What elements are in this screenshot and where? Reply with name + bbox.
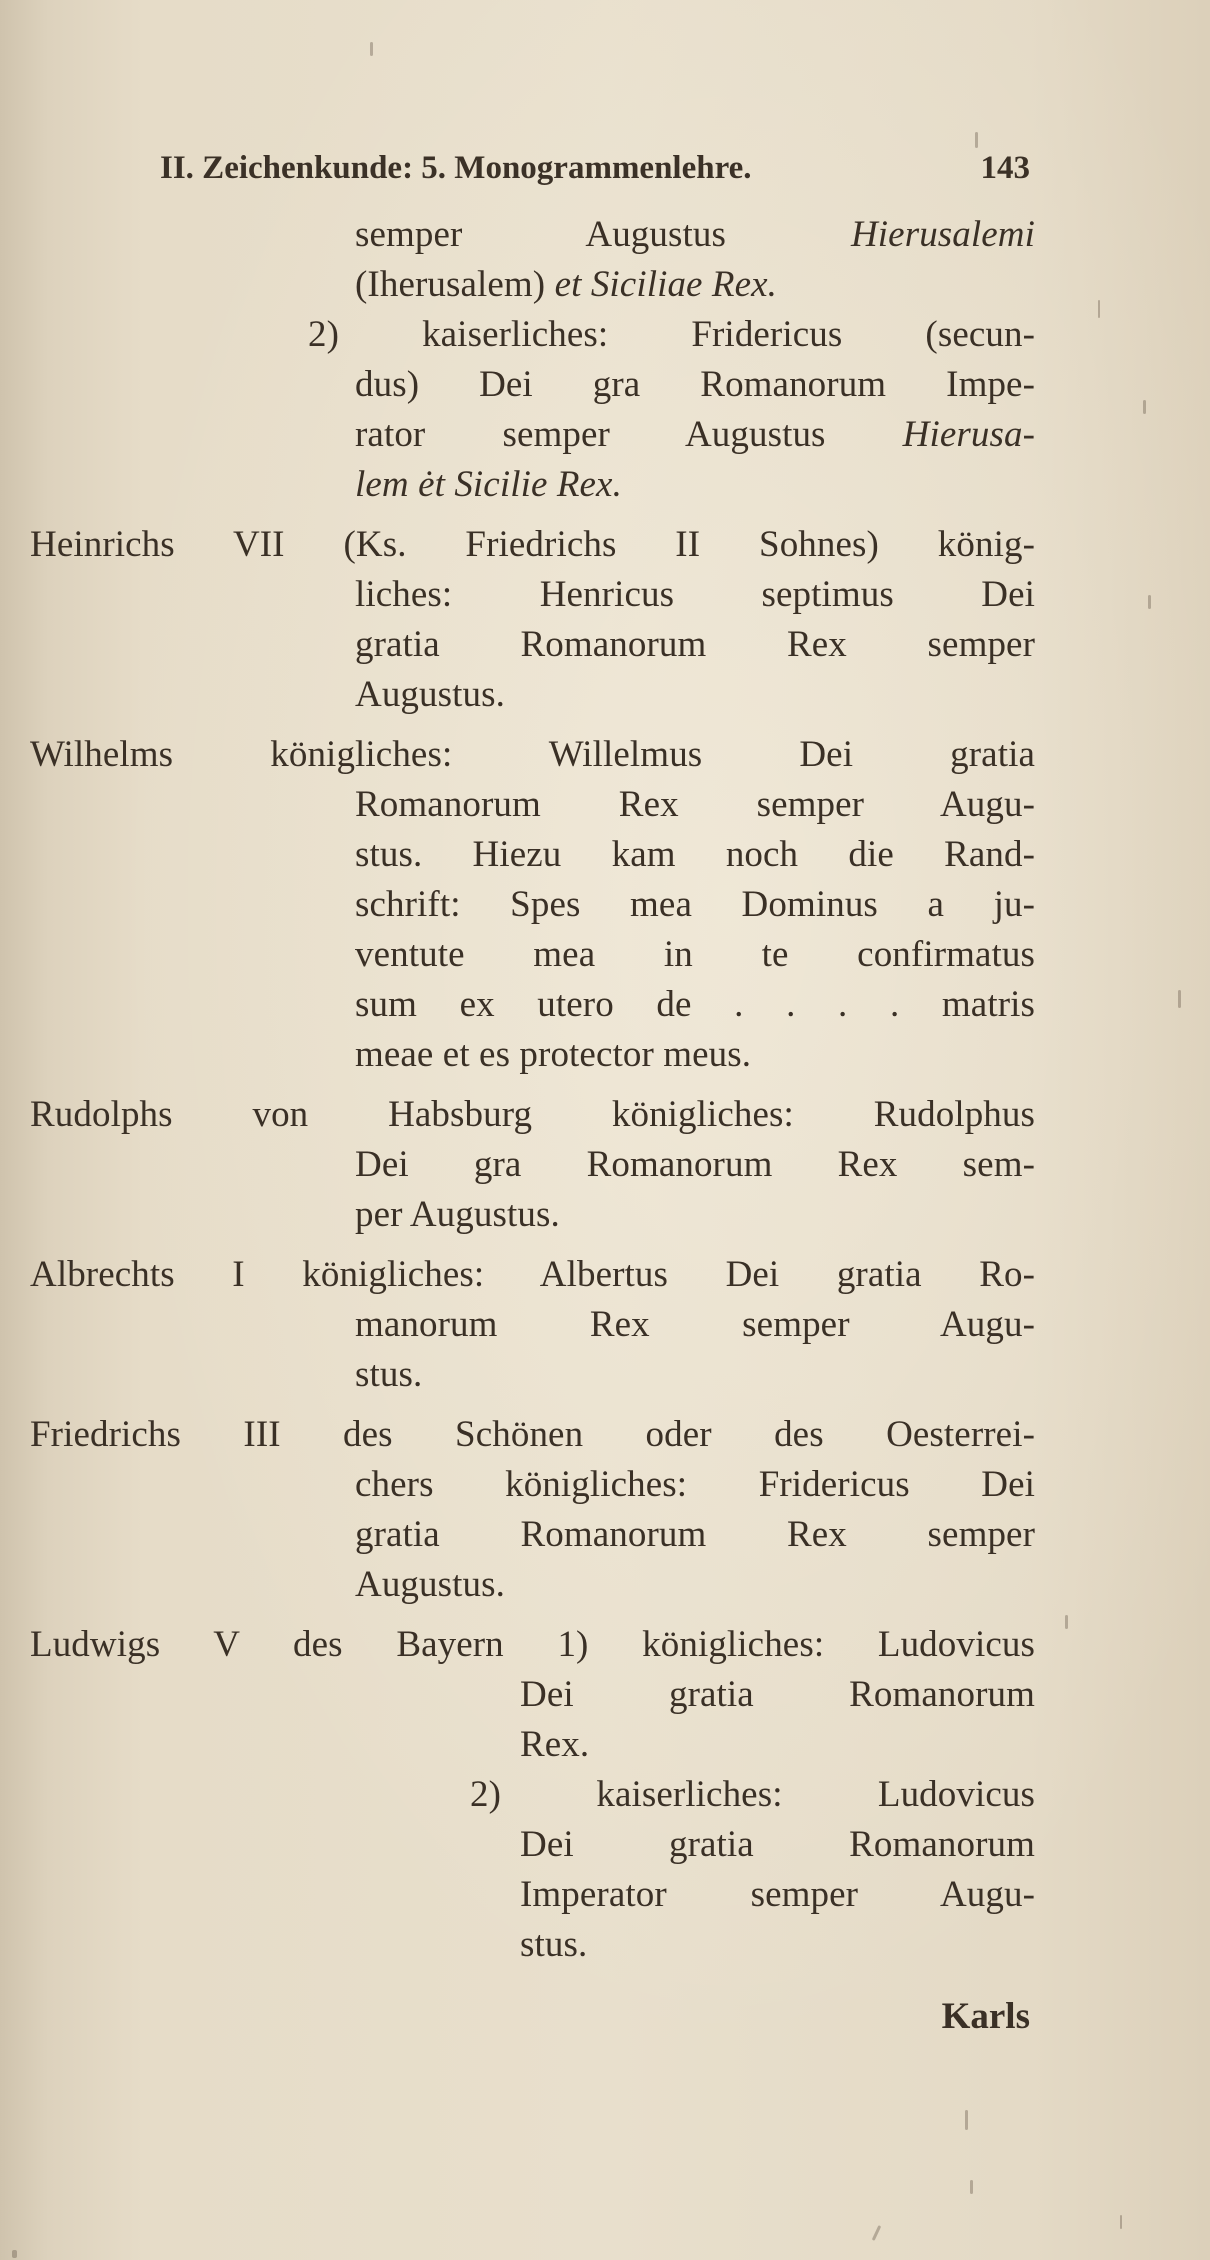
italic-text: et Siciliae Rex. [554, 264, 778, 305]
roman-text: Albrechts I königliches: Albertus Dei gratia Ro- [30, 1254, 1035, 1295]
roman-text: Friedrichs III des Schönen oder des Oesterrei- [30, 1414, 1035, 1455]
page-number: 143 [980, 150, 1030, 186]
roman-text: ventute mea in te confirmatus [355, 934, 1035, 975]
roman-text: semper Augustus [355, 214, 851, 255]
text-line [520, 1870, 1035, 1920]
italic-text: Hierusa- [902, 414, 1035, 455]
text-line [30, 1410, 1035, 1460]
roman-text: Dei gratia Romanorum [520, 1674, 1035, 1715]
roman-text: 2) kaiserliches: Fridericus (secun- [308, 314, 1035, 355]
catchword: Karls [941, 1996, 1030, 2037]
text-line [355, 1190, 1035, 1240]
roman-text: gratia Romanorum Rex semper [355, 1514, 1035, 1555]
roman-text: Rex. [520, 1724, 590, 1765]
text-line [355, 980, 1035, 1030]
text-line [355, 1140, 1035, 1190]
roman-text: Augustus. [355, 674, 505, 715]
text-line [308, 310, 1035, 360]
roman-text: Imperator semper Augu- [520, 1874, 1035, 1915]
text-line [355, 570, 1035, 620]
text-line [355, 1350, 1035, 1400]
roman-text: liches: Henricus septimus Dei [355, 574, 1035, 615]
running-header [160, 150, 1030, 200]
text-line [520, 1720, 1035, 1770]
roman-text: Dei gratia Romanorum [520, 1824, 1035, 1865]
text-line [520, 1820, 1035, 1870]
roman-text: dus) Dei gra Romanorum Impe- [355, 364, 1035, 405]
text-line [30, 520, 1035, 570]
text-line [355, 930, 1035, 980]
roman-text: per Augustus. [355, 1194, 560, 1235]
italic-text: lem ėt Sicilie Rex. [355, 464, 622, 505]
roman-text: chers königliches: Fridericus Dei [355, 1464, 1035, 1505]
roman-text: sum ex utero de . . . . matris [355, 984, 1035, 1025]
roman-text: stus. [520, 1924, 588, 1965]
paper-speck [975, 132, 978, 148]
text-line [470, 1770, 1035, 1820]
roman-text: stus. [355, 1354, 423, 1395]
paper-speck [1098, 300, 1100, 318]
roman-text: rator semper Augustus [355, 414, 903, 455]
roman-text: meae et es protector meus. [355, 1034, 752, 1075]
text-line [355, 1300, 1035, 1350]
text-line [30, 1250, 1035, 1300]
text-line [355, 780, 1035, 830]
text-line [30, 1620, 1035, 1670]
roman-text: (Iherusalem) [355, 264, 555, 305]
paper-speck [1178, 990, 1181, 1008]
paper-speck [1148, 595, 1151, 609]
text-line [355, 210, 1035, 260]
paper-speck [370, 42, 373, 56]
roman-text: Rudolphs von Habsburg königliches: Rudolphus [30, 1094, 1035, 1135]
roman-text: Augustus. [355, 1564, 505, 1605]
text-line [355, 620, 1035, 670]
text-line [355, 880, 1035, 930]
paper-speck [970, 2180, 973, 2194]
text-line [355, 410, 1035, 460]
paper-speck [12, 2250, 17, 2258]
roman-text: stus. Hiezu kam noch die Rand- [355, 834, 1035, 875]
roman-text: Romanorum Rex semper Augu- [355, 784, 1035, 825]
text-line [355, 360, 1035, 410]
roman-text: Wilhelms königliches: Willelmus Dei gratia [30, 734, 1035, 775]
paper-speck [1143, 400, 1146, 414]
roman-text: gratia Romanorum Rex semper [355, 624, 1035, 665]
italic-text: Hierusalemi [850, 214, 1035, 255]
roman-text: Ludwigs V des Bayern 1) königliches: Ludovicus [30, 1624, 1035, 1665]
text-line [355, 1510, 1035, 1560]
roman-text: 2) kaiserliches: Ludovicus [470, 1774, 1035, 1815]
text-line [355, 1030, 1035, 1080]
text-line [355, 260, 1035, 310]
text-line [355, 1560, 1035, 1610]
text-line [355, 830, 1035, 880]
text-line [355, 460, 1035, 510]
paper-speck [872, 2225, 881, 2241]
text-line [30, 730, 1035, 780]
paper-speck [965, 2110, 968, 2130]
text-line [520, 1920, 1035, 1970]
text-line [355, 1460, 1035, 1510]
paper-speck [1120, 2215, 1122, 2229]
text-line [355, 670, 1035, 720]
text-line [30, 1090, 1035, 1140]
text-line [520, 1670, 1035, 1720]
roman-text: schrift: Spes mea Dominus a ju- [355, 884, 1035, 925]
roman-text: Dei gra Romanorum Rex sem- [355, 1144, 1035, 1185]
roman-text: Heinrichs VII (Ks. Friedrichs II Sohnes) könig- [30, 524, 1035, 565]
roman-text: manorum Rex semper Augu- [355, 1304, 1035, 1345]
running-title: II. Zeichenkunde: 5. Monogrammenlehre. [160, 150, 752, 186]
paper-speck [1065, 1615, 1068, 1629]
